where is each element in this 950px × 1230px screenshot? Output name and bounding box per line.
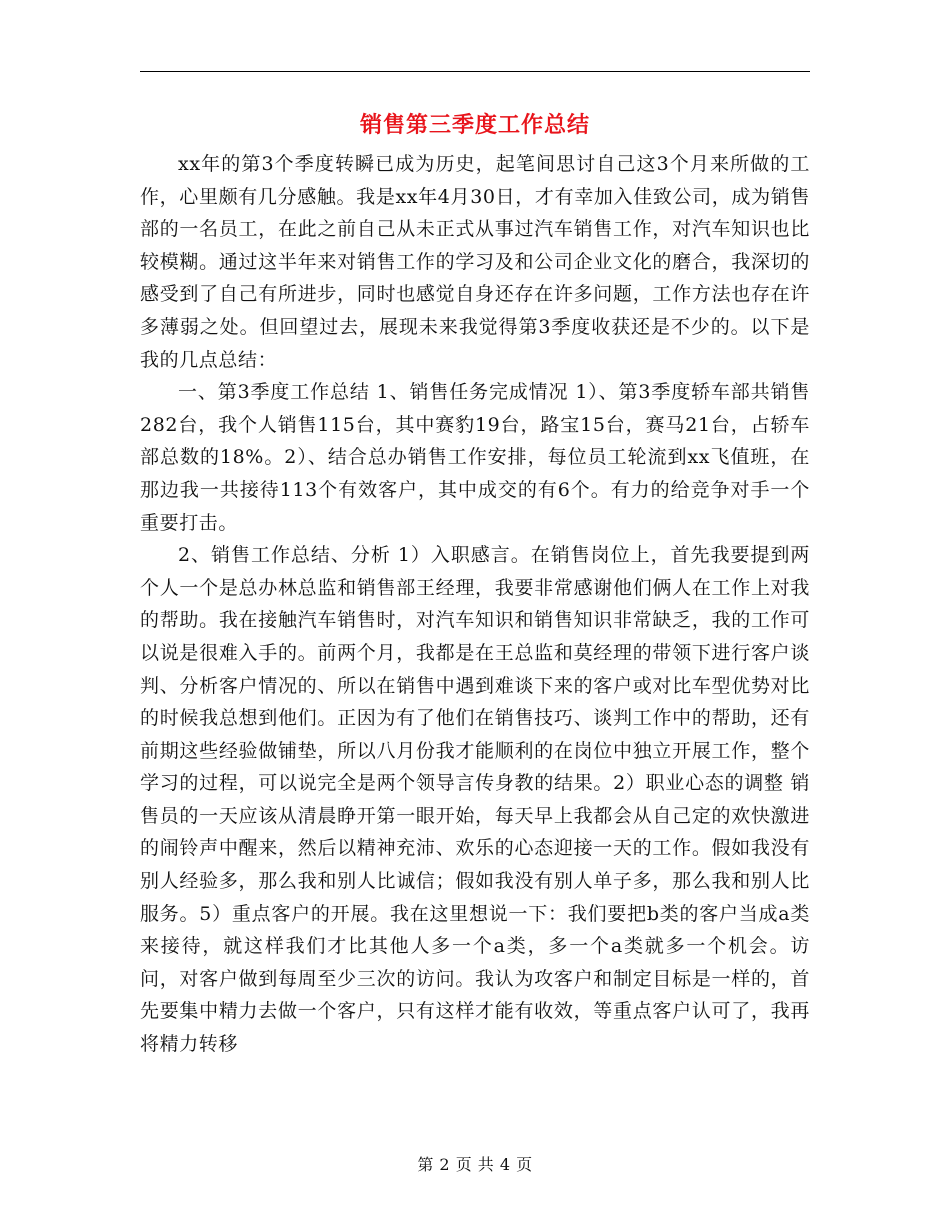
page-number: 第 2 页 共 4 页: [417, 1155, 533, 1174]
document-body: [140, 148, 810, 1061]
paragraph-section-1: 一、第3季度工作总结 1、销售任务完成情况 1）、第3季度轿车部共销售282台，我个人销售115台，其中赛豹19台，路宝15台，赛马21台，占轿车部总数的18%。2）、结合总办销售工作安排，每位员工轮流到xx飞值班，在那边我一共接待113个有效客户，其中成交的有6个。有力的给竞争对手一个重要打击。: [140, 381, 810, 534]
paragraph-section-2: 2、销售工作总结、分析 1）入职感言。在销售岗位上，首先我要提到两个人一个是总办林总监和销售部王经理，我要非常感谢他们俩人在工作上对我的帮助。我在接触汽车销售时，对汽车知识和销售知识非常缺乏，我的工作可以说是很难入手的。前两个月，我都是在王总监和莫经理的带领下进行客户谈判、分析客户情况的、所以在销售中遇到难谈下来的客户或对比车型优势对比的时候我总想到他们。正因为有了他们在销售技巧、谈判工作中的帮助，还有前期这些经验做铺垫，所以八月份我才能顺利的在岗位中独立开展工作，整个学习的过程，可以说完全是两个领导言传身教的结果。2）职业心态的调整 销售员的一天应该从清晨睁开第一眼开始，每天早上我都会从自己定的欢快激进的闹铃声中醒来，然后以精神充沛、欢乐的心态迎接一天的工作。假如我没有别人经验多，那么我和别人比诚信；假如我没有别人单子多，那么我和别人比服务。5）重点客户的开展。我在这里想说一下：我们要把b类的客户当成a类来接待，就这样我们才比其他人多一个a类，多一个a类就多一个机会。访问，对客户做到每周至少三次的访问。我认为攻客户和制定目标是一样的，首先要集中精力去做一个客户，只有这样才能有收效，等重点客户认可了，我再将精力转移: [140, 544, 810, 1056]
header-rule: [140, 71, 810, 72]
paragraph-intro: xx年的第3个季度转瞬已成为历史，起笔间思讨自己这3个月来所做的工作，心里颇有几分感触。我是xx年4月30日，才有幸加入佳致公司，成为销售部的一名员工，在此之前自己从未正式从事过汽车销售工作，对汽车知识也比较模糊。通过这半年来对销售工作的学习及和公司企业文化的磨合，我深切的感受到了自己有所进步，同时也感觉自身还存在许多问题，工作方法也存在许多薄弱之处。但回望过去，展现未来我觉得第3季度收获还是不少的。以下是我的几点总结：: [140, 153, 810, 371]
document-title: 销售第三季度工作总结: [359, 112, 590, 138]
